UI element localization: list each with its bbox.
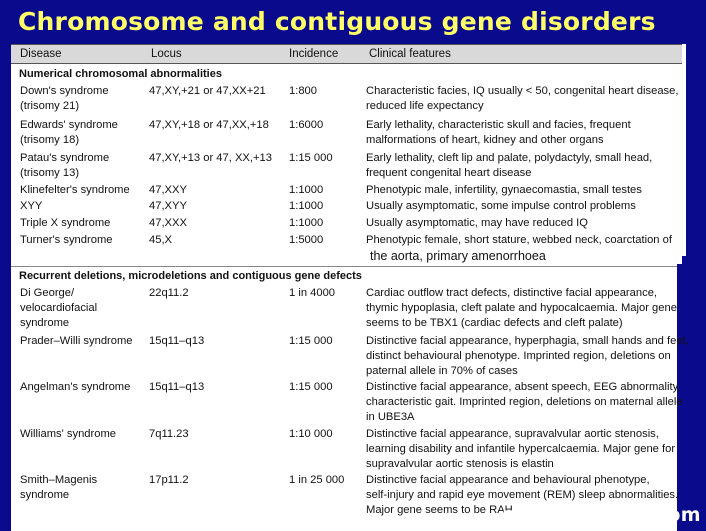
header-disease: Disease xyxy=(20,48,62,60)
section-divider xyxy=(11,266,677,267)
table-row-incidence: 1:15 000 xyxy=(289,152,333,164)
table-header xyxy=(11,44,682,64)
table-row-disease: Prader–Willi syndrome xyxy=(20,335,133,347)
table-row-locus: 47,XY,+21 or 47,XX+21 xyxy=(149,85,266,97)
table-row-features: Characteristic facies, IQ usually < 50, congenital heart disease, reduced life expectancy xyxy=(366,85,679,112)
table-row-incidence: 1 in 25 000 xyxy=(289,474,345,486)
header-incidence: Incidence xyxy=(289,48,339,60)
table-row-incidence: 1:15 000 xyxy=(289,335,333,347)
table-row-features: Distinctive facial appearance, supravalvular aortic stenosis, learning disability and infantile hypercalcaemia. Major gene for supravalvular aortic stenosis is elastin xyxy=(366,428,676,470)
table-row-features: Phenotypic female, short stature, webbed neck, coarctation of the aorta, primary amenorrhoea xyxy=(366,234,672,263)
table-row-disease: Patau's syndrome (trisomy 13) xyxy=(20,152,110,179)
table-row-locus: 15q11–q13 xyxy=(149,381,205,393)
table-row-disease: Angelman's syndrome xyxy=(20,381,131,393)
table-row-incidence: 1:1000 xyxy=(289,184,324,196)
slide-title: Chromosome and contiguous gene disorders xyxy=(18,7,656,36)
table-row-disease: Klinefelter's syndrome xyxy=(20,184,130,196)
table-row-locus: 47,XY,+18 or 47,XX,+18 xyxy=(149,119,269,131)
table-row-locus: 47,XYY xyxy=(149,200,187,212)
table-panel-numerical xyxy=(11,44,682,264)
table-row-features: Distinctive facial appearance, absent speech, EEG abnormality, characteristic gait. Imprinted region, deletions on maternal allele in UBE3A xyxy=(366,381,683,423)
table-row-locus: 17p11.2 xyxy=(149,474,189,486)
table-row-locus: 47,XY,+13 or 47, XX,+13 xyxy=(149,152,272,164)
table-row-incidence: 1:6000 xyxy=(289,119,324,131)
table-row-incidence: 1:15 000 xyxy=(289,381,333,393)
table-row-incidence: 1 in 4000 xyxy=(289,287,336,299)
table-row-features: Early lethality, cleft lip and palate, polydactyly, small head, frequent congenital heart disease xyxy=(366,152,653,179)
table-row-disease: Williams' syndrome xyxy=(20,428,117,440)
header-clinical-features: Clinical features xyxy=(369,48,451,60)
table-row-features: Distinctive facial appearance and behavioural phenotype, self-injury and rapid eye movement (REM) sleep abnormalities. Major gene seems to be RAH xyxy=(366,474,679,516)
table-row-disease: Triple X syndrome xyxy=(20,217,111,229)
table-row-locus: 22q11.2 xyxy=(149,287,189,299)
table-row-features: Early lethality, characteristic skull and facies, frequent malformations of heart, kidney and other organs xyxy=(366,119,631,146)
section-heading-deletions: Recurrent deletions, microdeletions and contiguous gene defects xyxy=(19,270,362,282)
table-row-locus: 7q11.23 xyxy=(149,428,189,440)
table-panel-deletions xyxy=(11,264,689,531)
table-row-incidence: 1:1000 xyxy=(289,200,324,212)
panel-edge xyxy=(682,44,686,256)
table-row-incidence: 1:1000 xyxy=(289,217,324,229)
table-row-locus: 47,XXX xyxy=(149,217,187,229)
table-row-disease: Edwards' syndrome (trisomy 18) xyxy=(20,119,118,146)
table-row-disease: Smith–Magenis syndrome xyxy=(20,474,98,501)
header-locus: Locus xyxy=(151,48,182,60)
table-row-locus: 45,X xyxy=(149,234,173,246)
table-row-features: Cardiac outflow tract defects, distinctive facial appearance, thymic hypoplasia, cleft palate and hypocalcaemia. Major gene seems to be TBX1 (cardiac defects and cleft palate) xyxy=(366,287,677,329)
table-row-disease: Down's syndrome (trisomy 21) xyxy=(20,85,109,112)
table-row-disease: XYY xyxy=(20,200,43,212)
table-row-incidence: 1:5000 xyxy=(289,234,324,246)
section-heading-numerical: Numerical chromosomal abnormalities xyxy=(19,68,222,80)
table-row-features: Distinctive facial appearance, hyperphagia, small hands and feet, distinct behavioural phenotype. Imprinted region, deletions on paternal allele in 70% of cases xyxy=(366,335,689,377)
table-row-locus: 47,XXY xyxy=(149,184,187,196)
table-row-locus: 15q11–q13 xyxy=(149,335,205,347)
table-row-incidence: 1:10 000 xyxy=(289,428,333,440)
table-row-disease: Di George/ velocardiofacial syndrome xyxy=(20,287,98,329)
watermark: muhadharaty.com xyxy=(502,504,701,526)
table-row-features: Usually asymptomatic, some impulse control problems xyxy=(366,200,636,212)
table-row-features: Usually asymptomatic, may have reduced IQ xyxy=(366,217,588,229)
table-row-incidence: 1:800 xyxy=(289,85,317,97)
table-row-disease: Turner's syndrome xyxy=(20,234,113,246)
table-row-features: Phenotypic male, infertility, gynaecomastia, small testes xyxy=(366,184,642,196)
